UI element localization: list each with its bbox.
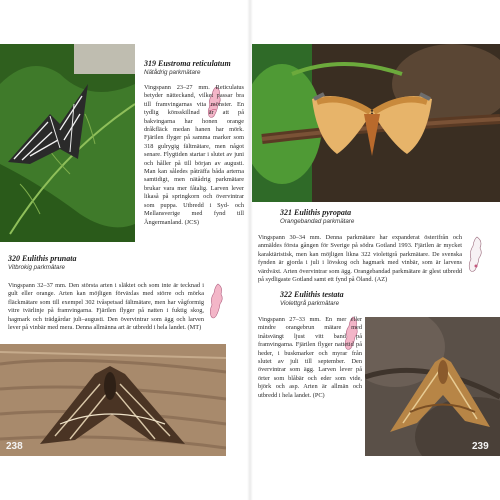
distribution-map-321	[465, 236, 485, 274]
page-number-left: 238	[6, 441, 23, 452]
photo-eulithis-pyropata	[252, 44, 500, 202]
species-321-title: 321 Eulithis pyropata	[280, 208, 352, 217]
photo-eulithis-testata	[365, 317, 500, 456]
photo-eustroma-reticulatum	[0, 44, 135, 242]
species-320-title: 320 Eulithis prunata	[8, 254, 77, 263]
species-320-common-name: Vitbrokig parkmätare	[8, 264, 65, 271]
species-321-description: Vingspann 30–34 mm. Denna parkmätare har expanderat österifrån och anmäldes första gången för Sverige på södra Gotland 1993. Fjärilen är mycket karaktäristisk, men kan möjligen likna 322 violettgrå parkmätare. De svenska fynden är gjorda i juli i lövskog och hagmark med vinbär, som är larvens värdväxt. Arten övervintrar som ägg. Orangebandad parkmätare är glest utbredd på sydligaste Gotland samt ett fynd på Öland. (AZ)	[258, 234, 462, 284]
species-319-title: 319 Eustroma reticulatum	[144, 59, 231, 68]
species-322-common-name: Violettgrå parkmätare	[280, 300, 340, 307]
species-322-title: 322 Eulithis testata	[280, 290, 344, 299]
species-320-description: Vingspann 32–37 mm. Den största arten i släktet och som inte är tecknad i gult eller orange. Arten kan möjligen förväxlas med större och mörka fläckmätare som till exempel 302 tvåspetsad fältmätare, men har vågformig vitre tvärlinje på framvingarna. Fjärilen flyger på natten i fuktig skog, hagmark och trädgårdar juli–augusti. Den övervintrar som ägg och larven lever på vinbär med mera. Denna allmänna art är utbredd i hela landet. (MT)	[8, 282, 204, 332]
species-322-description: Vingspann 27–33 mm. En mer eller mindre orangebrun mätare med inåtsvängt ljust vitt band på framvingarna. Fjärilen flyger nattetid på heder, i buskmarker och myrar från slutet av juli till september. Den övervintrar som ägg. Larven lever på örter som blåbär och eder som vide, björk och asp. Arten är allmän och utbredd i hela landet. (PC)	[258, 316, 362, 399]
species-319-common-name: Nätådrig parkmätare	[144, 69, 201, 76]
distribution-map-320	[207, 283, 225, 321]
species-319-description: Vingspann 23–27 mm. Reticulatus betyder nätteckand, vilket passar bra till framvingarnas vita mönster. En tydlig könsskillnad är att på bakvingarna har honen orange dråkfläck medan hanen har mörk. Fjärilen flyger på samma marker som 318 gulrygig fältmätare, men något senare. Flygtiden startar i slutet av juni och håller på till början av augusti. Man kan således påträffa båda arterna samtidigt, men nätådrig parkmätare brukar vara mer fåtalig. Larven lever likaså på springkorn och övervintrar som puppa. Utbredd i Syd- och Mellansverige med fynd till Ångermanland. (JCS)	[144, 84, 244, 226]
photo-eulithis-prunata	[0, 344, 226, 456]
species-321-common-name: Orangebandad parkmätare	[280, 218, 355, 225]
page-number-right: 239	[472, 441, 489, 452]
